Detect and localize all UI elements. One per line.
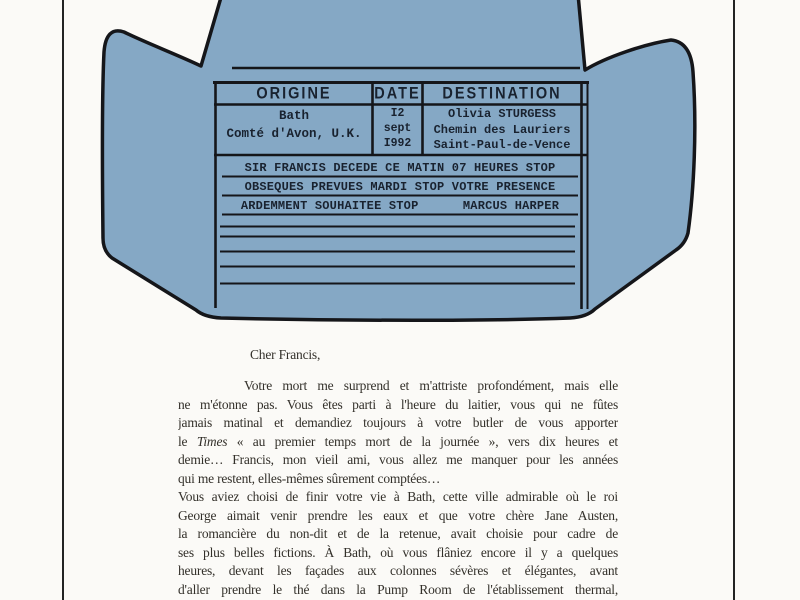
letter-run: Votre mort me surprend et m'attriste profondément, mais elle xyxy=(244,378,618,393)
letter-body xyxy=(178,377,618,599)
letter-run: heures, devant les façades aux colonnes sévères et élégantes, avant xyxy=(178,563,618,578)
telegram-message-line: OBSEQUES PREVUES MARDI STOP VOTRE PRESENCE xyxy=(244,180,556,194)
letter-run: demie… Francis, mon vieil ami, vous allez me manquer pour les années xyxy=(178,452,618,467)
letter-run: d'aller prendre le thé dans la Pump Room de l'établissement thermal, xyxy=(178,581,618,597)
date-line: I2 xyxy=(390,107,405,120)
letter-run: qui me restent, elles-mêmes sûrement comptées… xyxy=(178,470,441,486)
letter-line xyxy=(178,433,618,452)
date-line: sept xyxy=(383,122,412,135)
letter-italic-run: Times xyxy=(196,433,228,449)
letter-run: « au premier temps mort de la journée », vers dix heures et xyxy=(227,433,618,449)
letter-line xyxy=(178,562,618,581)
letter-run: ses plus belles fictions. À Bath, où vous flâniez encore il y a quelques xyxy=(178,544,618,560)
date-cell xyxy=(373,106,422,151)
letter-line xyxy=(178,525,618,544)
destination-line: Saint-Paul-de-Vence xyxy=(433,138,571,152)
letter-run: la romancière du non-dit et de la retenue, avait choisie pour cadre de xyxy=(178,526,618,541)
telegram-message-line: ARDEMMENT SOUHAITEE STOP MARCUS HARPER xyxy=(240,199,560,213)
letter-run: jamais matinal et demandiez toujours à votre butler de vous apporter xyxy=(178,415,618,430)
table-header-date: DATE xyxy=(374,85,421,104)
letter-line xyxy=(178,377,618,396)
destination-line: Olivia STURGESS xyxy=(447,107,557,121)
destination-line: Chemin des Lauriers xyxy=(433,122,571,137)
letter-line xyxy=(178,451,618,470)
telegram-message-line: SIR FRANCIS DECEDE CE MATIN 07 HEURES STOP xyxy=(244,161,556,175)
letter-line xyxy=(178,544,618,563)
letter-line xyxy=(178,414,618,433)
letter-run: le xyxy=(178,433,197,449)
origin-line: Bath xyxy=(278,109,309,123)
letter-salutation: Cher Francis, xyxy=(250,347,321,362)
table-header-destination: DESTINATION xyxy=(442,85,562,104)
letter-run: George aimait venir prendre les eaux et que votre chère Jane Austen, xyxy=(178,507,618,523)
letter-line xyxy=(178,470,618,489)
letter-line xyxy=(178,507,618,526)
letter-line xyxy=(178,581,618,600)
letter-run: Vous aviez choisi de finir votre vie à Bath, cette ville admirable où le roi xyxy=(178,489,618,504)
date-line: I992 xyxy=(383,137,412,150)
origin-line: Comté d'Avon, U.K. xyxy=(226,127,362,141)
destination-cell xyxy=(423,107,581,154)
table-header-origine: ORIGINE xyxy=(256,85,332,104)
letter-run: ne m'étonne pas. Vous êtes parti à l'heure du laitier, vous qui ne fûtes xyxy=(178,396,618,412)
letter-line xyxy=(178,488,618,507)
origin-cell xyxy=(216,107,372,143)
letter-line xyxy=(178,396,618,415)
